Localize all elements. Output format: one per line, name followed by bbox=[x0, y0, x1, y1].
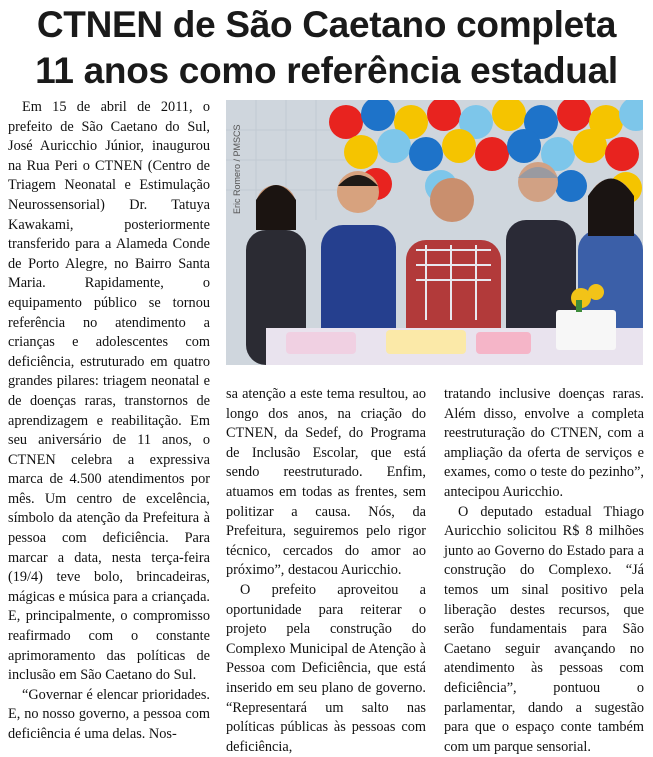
paragraph-2-continued: sa atenção a este tema resultou, ao longo dos anos, na criação do CTNEN, da Sedef, do Programa de Inclusão Escolar, que está sendo reestruturado. Enfim, atuamos em todas as frentes, sem politizar a causa. Nós, da Prefeitura, seguiremos pelo rigor técnico, cercados do amor ao próximo”, destacou Auricchio. bbox=[226, 386, 426, 579]
text-column-3 bbox=[444, 385, 644, 757]
photo-credit: Eric Romero / PMSCS bbox=[232, 124, 242, 214]
paragraph-3-start: O prefeito aproveitou a oportunidade para reiterar o projeto pela construção do Complexo Municipal de Atenção à Pessoa com Deficiência, que está inserido em seu plano de governo. “Representará um salto nas políticas públicas às pessoas com deficiência, bbox=[226, 581, 426, 755]
headline-line-1: CTNEN de São Caetano completa bbox=[36, 4, 617, 45]
paragraph-4: O deputado estadual Thiago Auricchio solicitou R$ 8 milhões junto ao Governo do Estado para a construção do Complexo. “Já temos um sinal positivo pela liberação destes recursos, que serão fundamentais para São Caetano seguir avançando no atendimento às pessoas com deficiência”, pontuou o parlamentar, dando a sugestão para que o espaço conte também com um parque sensorial. bbox=[444, 503, 644, 755]
paragraph-1: Em 15 de abril de 2011, o prefeito de São Caetano do Sul, José Auricchio Júnior, inaugurou na Rua Peri o CTNEN (Centro de Triagem Neonatal e Estimulação Neurossensorial) Dr. Tatuya Kawakami, posteriormente transferido para a Alameda Conde de Porto Alegre, no Bairro Santa Maria. Rapidamente, o equipamento público se tornou referência no atendimento a crianças e adolescentes com deficiência, estruturado em quatro grandes pilares: triagem neonatal e de doenças raras, transtornos de aprendizagem e reabilitação. Em seu aniversário de 11 anos, o CTNEN celebra a expressiva marca de 4.500 atendimentos por mês. Um centro de excelência, símbolo da atenção da Prefeitura à pessoa com deficiência. Para marcar a data, nesta terça-feira (19/4) teve bolo, brincadeiras, mágicas e música para a criançada. E, principalmente, o compromisso reafirmado com o constante aprimoramento das políticas de inclusão em São Caetano do Sul. bbox=[8, 99, 210, 684]
paragraph-3-continued: tratando inclusive doenças raras. Além disso, envolve a completa reestruturação do CTNEN, com a ampliação da oferta de serviços e exames, como o teste do pezinho”, antecipou Auricchio. bbox=[444, 386, 644, 500]
headline-line-2: 11 anos como referência estadual bbox=[35, 50, 618, 91]
paragraph-2-start: “Governar é elencar prioridades. E, no nosso governo, a pessoa com deficiência é uma delas. Nos- bbox=[8, 686, 210, 742]
text-column-1 bbox=[8, 98, 210, 745]
photo-illustration bbox=[226, 100, 643, 365]
article-headline bbox=[0, 2, 653, 94]
text-column-2 bbox=[226, 385, 426, 757]
event-photo bbox=[226, 100, 643, 365]
